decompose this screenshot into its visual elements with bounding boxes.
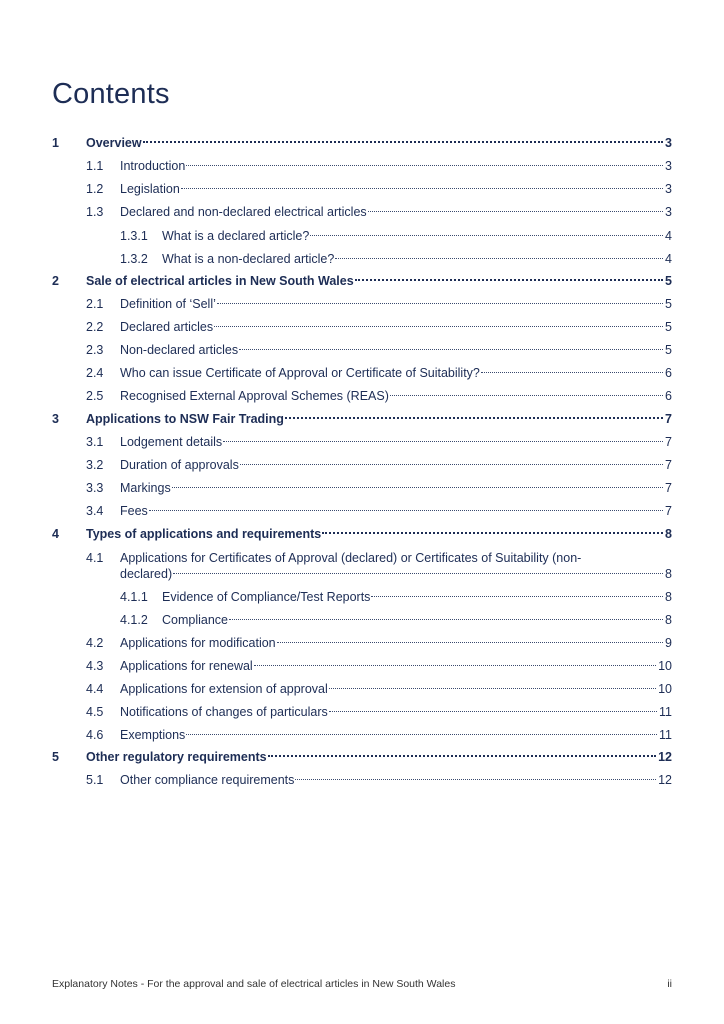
dot-leader xyxy=(173,573,663,574)
toc-page: 10 xyxy=(658,659,672,673)
toc-page: 7 xyxy=(665,481,672,495)
dot-leader xyxy=(277,642,663,643)
toc-number: 5 xyxy=(52,750,59,764)
toc-title: What is a non-declared article? xyxy=(162,252,335,266)
toc-entry-3-1[interactable] xyxy=(0,433,724,451)
toc-entry-1-3[interactable] xyxy=(0,203,724,221)
toc-page: 5 xyxy=(665,274,672,288)
toc-page: 3 xyxy=(665,136,672,150)
toc-page: 11 xyxy=(659,728,672,742)
dot-leader xyxy=(239,349,663,350)
toc-title: Fees xyxy=(120,504,148,518)
toc-number: 5.1 xyxy=(86,773,104,787)
dot-leader xyxy=(149,510,663,511)
toc-page: 4 xyxy=(665,252,672,266)
toc-title: What is a declared article? xyxy=(162,229,310,243)
toc-entry-1-1[interactable] xyxy=(0,157,724,175)
dot-leader xyxy=(186,734,657,735)
dot-leader xyxy=(329,711,657,712)
toc-title: Evidence of Compliance/Test Reports xyxy=(162,590,371,604)
toc-page: 7 xyxy=(665,435,672,449)
toc-number: 4.5 xyxy=(86,705,104,719)
toc-entry-2-2[interactable] xyxy=(0,318,724,336)
toc-title: Who can issue Certificate of Approval or Certificate of Suitability? xyxy=(120,366,480,380)
toc-page: 5 xyxy=(665,320,672,334)
toc-title: Recognised External Approval Schemes (REAS) xyxy=(120,389,389,403)
toc-page: 8 xyxy=(665,613,672,627)
toc-title: Applications for Certificates of Approval (declared) or Certificates of Suitability (non- xyxy=(120,551,582,565)
toc-number: 1 xyxy=(52,136,59,150)
toc-entry-4-1-2[interactable] xyxy=(0,611,724,629)
toc-entry-2-5[interactable] xyxy=(0,387,724,405)
toc-number: 2.3 xyxy=(86,343,104,357)
toc-number: 4 xyxy=(52,527,59,541)
toc-entry-5-1[interactable] xyxy=(0,771,724,789)
toc-entry-4-6[interactable] xyxy=(0,726,724,744)
toc-number: 4.3 xyxy=(86,659,104,673)
dot-leader xyxy=(285,417,663,419)
toc-entry-3[interactable] xyxy=(0,410,724,428)
toc-number: 4.6 xyxy=(86,728,104,742)
toc-entry-2[interactable] xyxy=(0,272,724,290)
toc-entry-2-1[interactable] xyxy=(0,295,724,313)
toc-title: Duration of approvals xyxy=(120,458,239,472)
toc-title: Lodgement details xyxy=(120,435,223,449)
dot-leader xyxy=(329,688,656,689)
toc-entry-4-5[interactable] xyxy=(0,703,724,721)
toc-page: 12 xyxy=(658,773,672,787)
toc-number: 4.2 xyxy=(86,636,104,650)
toc-title: Sale of electrical articles in New South Wales xyxy=(86,274,354,288)
toc-number: 2 xyxy=(52,274,59,288)
toc-title: Overview xyxy=(86,136,142,150)
toc-number: 3.4 xyxy=(86,504,104,518)
toc-number: 3.3 xyxy=(86,481,104,495)
dot-leader xyxy=(172,487,663,488)
toc-number: 3 xyxy=(52,412,59,426)
toc-page: 11 xyxy=(659,705,672,719)
toc-title: Introduction xyxy=(120,159,186,173)
toc-page: 6 xyxy=(665,389,672,403)
toc-number: 1.3.2 xyxy=(120,252,148,266)
toc-page: 5 xyxy=(665,297,672,311)
toc-page: 3 xyxy=(665,159,672,173)
toc-number: 3.2 xyxy=(86,458,104,472)
toc-title: Applications for renewal xyxy=(120,659,253,673)
toc-title: Applications for modification xyxy=(120,636,276,650)
dot-leader xyxy=(229,619,663,620)
dot-leader xyxy=(295,779,656,780)
toc-title: Declared articles xyxy=(120,320,214,334)
toc-title: Other regulatory requirements xyxy=(86,750,267,764)
dot-leader xyxy=(355,279,663,281)
toc-title: Types of applications and requirements xyxy=(86,527,322,541)
toc-title: Compliance xyxy=(162,613,229,627)
toc-page: 8 xyxy=(665,527,672,541)
toc-title: Declared and non-declared electrical articles xyxy=(120,205,367,219)
toc-page: 8 xyxy=(665,567,672,581)
page-title: Contents xyxy=(52,78,170,110)
toc-page: 8 xyxy=(665,590,672,604)
toc-page: 7 xyxy=(665,458,672,472)
toc-title: Non-declared articles xyxy=(120,343,239,357)
toc-entry-1-3-1[interactable] xyxy=(0,227,724,245)
toc-page: 9 xyxy=(665,636,672,650)
dot-leader xyxy=(371,596,663,597)
toc-page: 10 xyxy=(658,682,672,696)
dot-leader xyxy=(368,211,663,212)
toc-number: 2.1 xyxy=(86,297,104,311)
toc-number: 4.4 xyxy=(86,682,104,696)
dot-leader xyxy=(186,165,663,166)
toc-entry-2-4[interactable] xyxy=(0,364,724,382)
toc-entry-4[interactable] xyxy=(0,525,724,543)
dot-leader xyxy=(322,532,663,534)
toc-number: 2.4 xyxy=(86,366,104,380)
dot-leader xyxy=(214,326,663,327)
toc-page: 3 xyxy=(665,205,672,219)
toc-entry-3-2[interactable] xyxy=(0,456,724,474)
toc-number: 3.1 xyxy=(86,435,104,449)
toc-title: Markings xyxy=(120,481,171,495)
toc-entry-1[interactable] xyxy=(0,134,724,152)
toc-entry-4-1-line2[interactable] xyxy=(0,565,724,583)
toc-number: 1.2 xyxy=(86,182,104,196)
dot-leader xyxy=(335,258,663,259)
toc-title: Legislation xyxy=(120,182,180,196)
toc-entry-4-4[interactable] xyxy=(0,680,724,698)
toc-title: Exemptions xyxy=(120,728,186,742)
toc-page: 12 xyxy=(658,750,672,764)
toc-number: 4.1.2 xyxy=(120,613,148,627)
toc-entry-4-2[interactable] xyxy=(0,634,724,652)
toc-entry-2-3[interactable] xyxy=(0,341,724,359)
toc-number: 1.3 xyxy=(86,205,104,219)
footer-page-number: ii xyxy=(667,978,672,990)
toc-number: 1.3.1 xyxy=(120,229,148,243)
dot-leader xyxy=(181,188,663,189)
footer-document-title: Explanatory Notes - For the approval and sale of electrical articles in New South Wales xyxy=(52,978,456,990)
toc-entry-1-3-2[interactable] xyxy=(0,250,724,268)
toc-title: Notifications of changes of particulars xyxy=(120,705,328,719)
toc-number: 4.1 xyxy=(86,551,104,565)
toc-entry-4-3[interactable] xyxy=(0,657,724,675)
dot-leader xyxy=(254,665,656,666)
toc-page: 3 xyxy=(665,182,672,196)
toc-number: 1.1 xyxy=(86,159,104,173)
toc-title: Applications to NSW Fair Trading xyxy=(86,412,284,426)
toc-number: 2.2 xyxy=(86,320,104,334)
dot-leader xyxy=(268,755,656,757)
dot-leader xyxy=(240,464,663,465)
toc-number: 4.1.1 xyxy=(120,590,148,604)
toc-number: 2.5 xyxy=(86,389,104,403)
toc-page: 4 xyxy=(665,229,672,243)
dot-leader xyxy=(481,372,663,373)
toc-page: 6 xyxy=(665,366,672,380)
toc-entry-4-1-1[interactable] xyxy=(0,588,724,606)
toc-entry-1-2[interactable] xyxy=(0,180,724,198)
dot-leader xyxy=(143,141,663,143)
toc-entry-3-4[interactable] xyxy=(0,502,724,520)
toc-title: declared) xyxy=(120,567,173,581)
toc-entry-5[interactable] xyxy=(0,748,724,766)
dot-leader xyxy=(390,395,663,396)
dot-leader xyxy=(310,235,663,236)
dot-leader xyxy=(223,441,663,442)
dot-leader xyxy=(217,303,663,304)
toc-page: 7 xyxy=(665,504,672,518)
toc-title: Definition of ‘Sell’ xyxy=(120,297,216,311)
toc-title: Other compliance requirements xyxy=(120,773,295,787)
toc-page: 5 xyxy=(665,343,672,357)
toc-entry-3-3[interactable] xyxy=(0,479,724,497)
toc-page: 7 xyxy=(665,412,672,426)
toc-title: Applications for extension of approval xyxy=(120,682,328,696)
